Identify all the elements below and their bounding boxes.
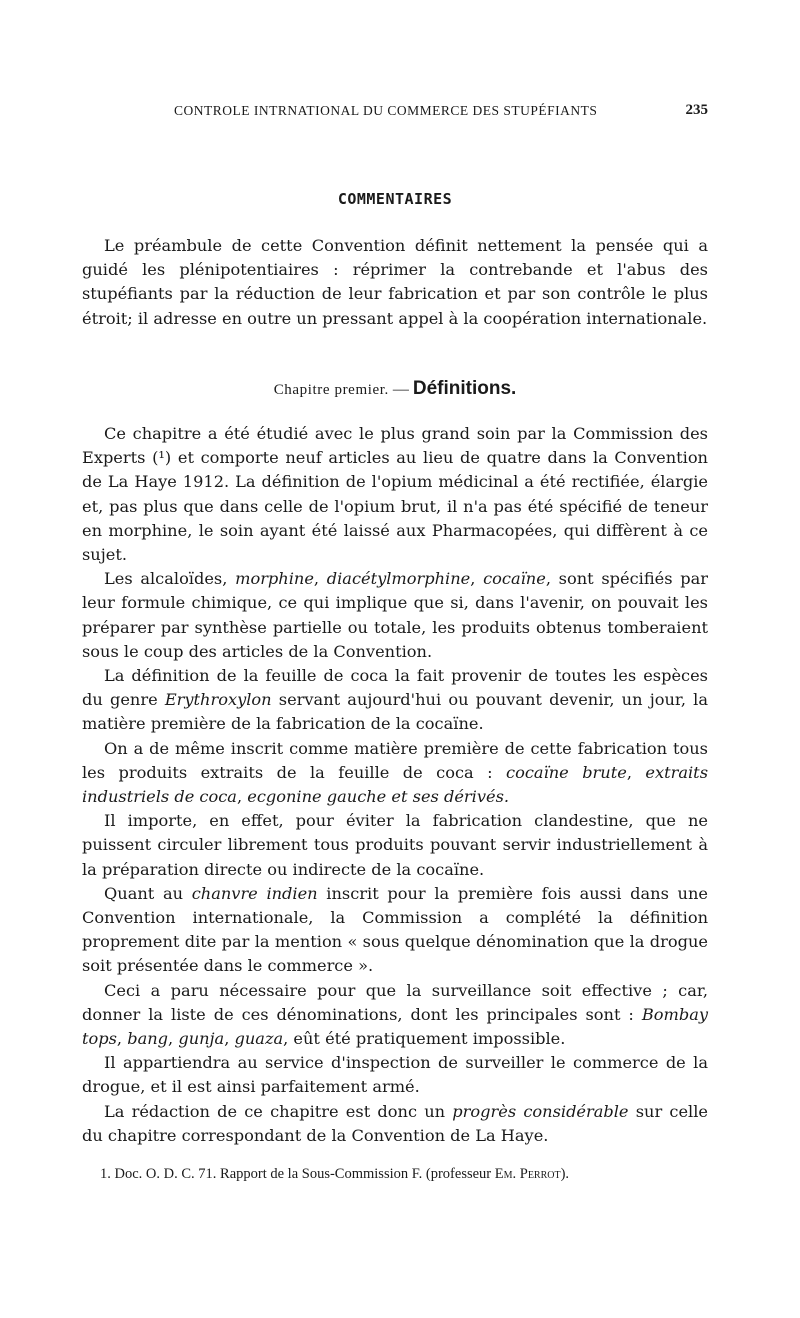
text-run: ,	[313, 569, 327, 589]
text-run: , eût été pratiquement impossible.	[283, 1029, 566, 1049]
text-run: ,	[470, 569, 484, 589]
chapter-title: Définitions.	[412, 378, 517, 399]
page-number: 235	[685, 102, 708, 118]
intro-paragraph: Le préambule de cette Convention définit nettement la pensée qui a guidé les plénipotentiaires : réprimer la contrebande et l'abus des stupéfiants par la réduction de leur fabrication et par son contrôle le plus étroit; il adresse en outre un pressant appel à la coopération internationale.	[82, 236, 708, 328]
text-run: La définition de la feuille de coca la fait provenir de toutes les espèces du genre	[82, 666, 708, 710]
text-run: servant aujourd'hui ou pouvant devenir, un jour, la matière première de la fabrication de la cocaïne.	[82, 690, 709, 734]
italic-term: guaza	[234, 1029, 284, 1049]
italic-term: extraits industriels de coca	[82, 762, 708, 807]
paragraph-6	[82, 882, 708, 979]
text-run: On a de même inscrit comme matière première de cette fabrication tous les produits extraits de la feuille de coca :	[82, 738, 708, 782]
text-run: ,	[626, 762, 646, 782]
running-title: CONTROLE INTRNATIONAL DU COMMERCE DES STUPÉFIANTS	[174, 103, 598, 118]
paragraph-4	[82, 737, 708, 810]
footnote-text: 1. Doc. O. D. C. 71. Rapport de la Sous-Commission F. (professeur	[100, 1166, 495, 1182]
text-run: ,	[224, 1029, 235, 1049]
text-run: ,	[168, 1029, 179, 1049]
italic-term: diacétylmorphine	[326, 569, 471, 589]
italic-term: gunja	[178, 1029, 225, 1049]
paragraph-8: Il appartiendra au service d'inspection de surveiller le commerce de la drogue, et il est ainsi parfaitement armé.	[82, 1053, 708, 1097]
text-run: sur celle du chapitre correspondant de la Convention de La Haye.	[82, 1101, 708, 1145]
section-heading: COMMENTAIRES	[337, 190, 453, 208]
italic-term: morphine	[235, 569, 314, 589]
chapter-label: Chapitre premier.	[273, 382, 389, 398]
footnote-close: ).	[560, 1166, 570, 1182]
paragraph-9	[82, 1100, 708, 1148]
italic-term: cocaïne brute	[506, 762, 627, 782]
paragraph-7	[82, 979, 708, 1052]
paragraph-5: Il importe, en effet, pour éviter la fabrication clandestine, que ne puissent circuler librement tous produits pouvant servir industriellement à la préparation directe ou indirecte de la cocaïne.	[82, 811, 708, 879]
text-run: ,	[116, 1029, 128, 1049]
paragraph-3	[82, 664, 708, 737]
italic-term: cocaïne	[483, 569, 546, 589]
italic-term: chanvre indien	[191, 883, 318, 903]
text-run: La rédaction de ce chapitre est donc un	[104, 1101, 453, 1121]
text-run: inscrit pour la première fois aussi dans une Convention internationale, la Commission a complété la définition proprement dite par la mention « sous quelque dénomination que la drogue soit présentée dans le commerce ».	[82, 883, 708, 976]
chapter-heading	[82, 378, 708, 400]
running-header	[82, 103, 708, 123]
text-run: Quant au	[104, 883, 192, 903]
chapter-dash: —	[392, 381, 409, 398]
italic-term: bang	[127, 1029, 169, 1049]
italic-term: progrès considérable	[452, 1101, 629, 1121]
text-run: , sont spécifiés par leur formule chimique, ce qui implique que si, dans l'avenir, on pouvait les préparer par synthèse partielle ou totale, les produits obtenus tomberaient sous le coup des articles de la Convention.	[82, 569, 708, 661]
paragraph-1: Ce chapitre a été étudié avec le plus grand soin par la Commission des Experts (¹) et comporte neuf articles au lieu de quatre dans la Convention de La Haye 1912. La définition de l'opium médicinal a été rectifiée, élargie et, pas plus que dans celle de l'opium brut, il n'a pas été spécifié de teneur en morphine, le soin ayant été laissé aux Pharmacopées, qui diffèrent à ce sujet.	[82, 424, 708, 565]
intro-block	[82, 234, 708, 331]
body-text	[82, 422, 708, 1148]
text-run: Ceci a paru nécessaire pour que la surveillance soit effective ; car, donner la liste de ces dénominations, dont les principales sont :	[82, 980, 708, 1024]
text-run: Les alcaloïdes,	[104, 569, 236, 589]
paragraph-2	[82, 567, 708, 664]
footnote-author: Em. Perrot	[494, 1166, 561, 1182]
italic-term: Erythroxylon	[164, 690, 272, 710]
footnote	[82, 1166, 708, 1183]
text-run: ,	[236, 787, 248, 807]
italic-term: ecgonine gauche et ses dérivés.	[247, 787, 510, 807]
italic-term: Bombay tops	[82, 1004, 708, 1049]
